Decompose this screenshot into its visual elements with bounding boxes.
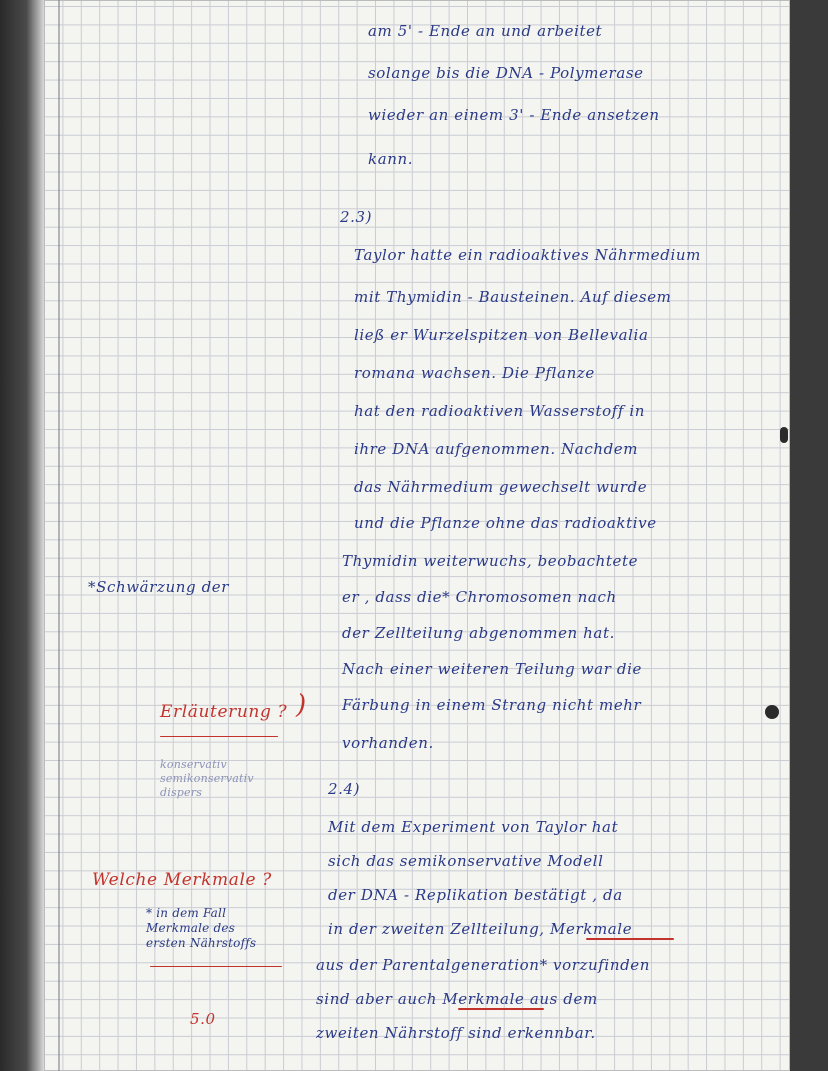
text-line: sich das semikonservative Modell	[328, 852, 604, 870]
text-line: hat den radioaktiven Wasserstoff in	[354, 402, 646, 420]
text-line: solange bis die DNA - Polymerase	[368, 64, 644, 82]
text-line: Thymidin weiterwuchs, beobachtete	[342, 552, 639, 570]
text-line: in der zweiten Zellteilung, Merkmale	[328, 920, 633, 938]
section-heading: 2.3)	[340, 208, 373, 226]
text-line: Nach einer weiteren Teilung war die	[342, 660, 642, 678]
text-line: aus der Parentalgeneration* vorzufinden	[316, 956, 651, 974]
text-line: das Nährmedium gewechselt wurde	[354, 478, 648, 496]
margin-note: * in dem Fall	[146, 906, 227, 920]
margin-note-faint: dispers	[160, 786, 203, 799]
text-line: am 5' - Ende an und arbeitet	[368, 22, 603, 40]
correction-underline	[458, 1008, 544, 1010]
text-line: er , dass die* Chromosomen nach	[342, 588, 617, 606]
margin-note: Merkmale des	[146, 921, 236, 935]
margin-note-faint: konservativ	[160, 758, 227, 771]
text-line: zweiten Nährstoff sind erkennbar.	[316, 1024, 596, 1042]
text-line: ließ er Wurzelspitzen von Bellevalia	[354, 326, 649, 344]
correction-bracket: )	[296, 690, 307, 720]
text-line: vorhanden.	[342, 734, 434, 752]
grade-mark: 5.0	[190, 1010, 216, 1028]
text-line: ihre DNA aufgenommen. Nachdem	[354, 440, 639, 458]
text-line: mit Thymidin - Bausteinen. Auf diesem	[354, 288, 672, 306]
text-line: romana wachsen. Die Pflanze	[354, 364, 595, 382]
teacher-comment: Welche Merkmale ?	[92, 870, 272, 890]
text-line: und die Pflanze ohne das radioaktive	[354, 514, 657, 532]
notebook-binding-edge	[0, 0, 44, 1071]
text-line: Taylor hatte ein radioaktives Nährmedium	[354, 246, 701, 264]
margin-note-faint: semikonservativ	[160, 772, 254, 785]
correction-underline	[586, 938, 674, 940]
text-line: Mit dem Experiment von Taylor hat	[328, 818, 619, 836]
text-line: der DNA - Replikation bestätigt , da	[328, 886, 623, 904]
text-line: Färbung in einem Strang nicht mehr	[342, 696, 642, 714]
margin-line	[58, 0, 60, 1071]
margin-note: ersten Nährstoffs	[146, 936, 257, 950]
text-line: der Zellteilung abgenommen hat.	[342, 624, 615, 642]
correction-underline	[160, 736, 278, 737]
margin-note: *Schwärzung der	[88, 578, 230, 596]
text-line: kann.	[368, 150, 414, 168]
section-heading: 2.4)	[328, 780, 361, 798]
punch-hole	[765, 705, 779, 719]
correction-underline	[150, 966, 282, 967]
teacher-comment: Erläuterung ?	[160, 702, 288, 722]
punch-hole	[780, 427, 788, 443]
text-line: wieder an einem 3' - Ende ansetzen	[368, 106, 660, 124]
text-line: sind aber auch Merkmale aus dem	[316, 990, 598, 1008]
